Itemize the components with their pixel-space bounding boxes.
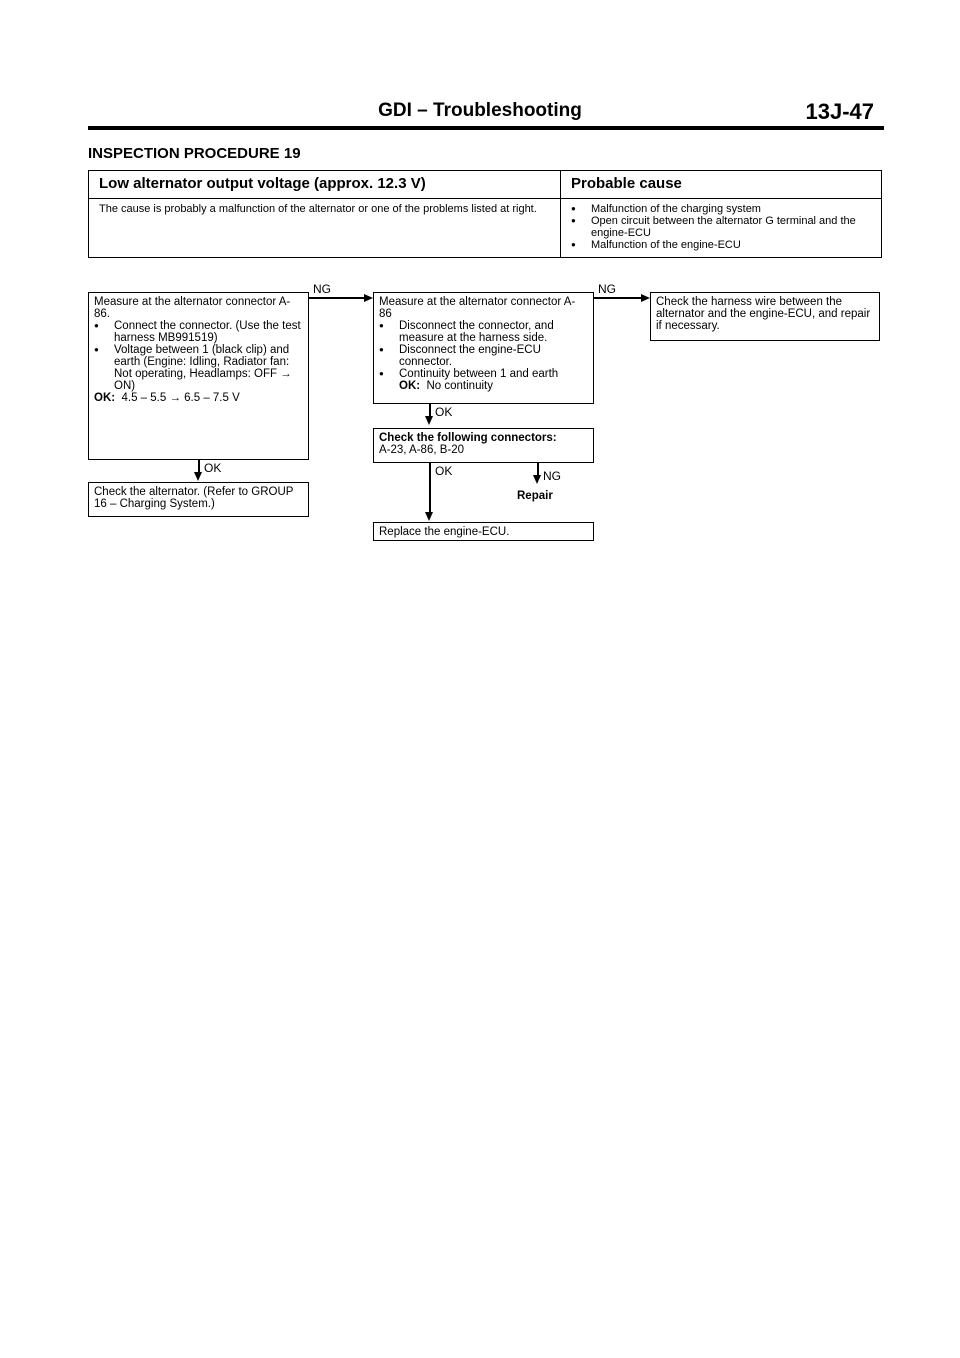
step1-ok-criteria <box>94 392 303 404</box>
step2-box <box>373 292 594 404</box>
arrow-down-icon <box>425 416 433 425</box>
step3-heading: Check the following connectors: <box>379 432 557 444</box>
ok-label: OK: <box>94 392 116 404</box>
arrow-right-icon <box>364 294 373 302</box>
arrow-down-icon <box>533 475 541 484</box>
arrow-right-icon <box>641 294 650 302</box>
probable-cause-list <box>561 199 881 257</box>
symptom-heading: Low alternator output voltage (approx. 12.3 V) <box>89 171 561 199</box>
connector-line <box>309 297 366 299</box>
header-rule <box>88 126 884 130</box>
connector-line <box>594 297 643 299</box>
step3-connectors: A-23, A-86, B-20 <box>379 444 465 456</box>
ok-label: OK <box>435 464 453 478</box>
connector-line <box>198 460 200 472</box>
step2-ok-criteria <box>379 380 588 392</box>
step2-intro: Measure at the alternator connector A-86 <box>379 296 576 320</box>
step1-bullet: ● Voltage between 1 (black clip) and earth (Engine: Idling, Radiator fan: Not operating, Headlamps: OFF → ON) <box>94 344 303 392</box>
step1-bullet: ● Connect the connector. (Use the test harness MB991519) <box>94 320 303 344</box>
step1-intro: Measure at the alternator connector A-86. <box>94 296 291 320</box>
repair-label: Repair <box>517 490 553 502</box>
ok-value: No continuity <box>426 380 493 392</box>
cause-item: ● Malfunction of the charging system <box>571 203 871 215</box>
ok-label: OK: <box>399 380 421 392</box>
step2-bullet: ● Disconnect the connector, and measure at the harness side. <box>379 320 588 344</box>
check-alternator-box: Check the alternator. (Refer to GROUP 16 – Charging System.) <box>88 482 309 517</box>
harness-check-box: Check the harness wire between the alternator and the engine-ECU, and repair if necessary. <box>650 292 880 341</box>
step2-bullet: ● Disconnect the engine-ECU connector. <box>379 344 588 368</box>
step2-bullet: ● Continuity between 1 and earth <box>379 368 588 380</box>
replace-ecu-box: Replace the engine-ECU. <box>373 522 594 541</box>
ok-label: OK <box>435 405 453 419</box>
arrow-down-icon <box>194 472 202 481</box>
page-number: 13J-47 <box>805 99 874 124</box>
page-header-title: GDI – Troubleshooting <box>378 100 582 121</box>
ng-label: NG <box>598 282 616 296</box>
ng-label: NG <box>543 469 561 483</box>
ok-label: OK <box>204 461 222 475</box>
symptom-description: The cause is probably a malfunction of the alternator or one of the problems listed at right. <box>89 199 561 257</box>
cause-item: ● Malfunction of the engine-ECU <box>571 239 871 251</box>
connector-line <box>537 463 539 475</box>
connector-line <box>429 404 431 416</box>
probable-cause-heading: Probable cause <box>561 171 881 199</box>
ok-value: 4.5 – 5.5 → 6.5 – 7.5 V <box>121 392 240 404</box>
step1-box <box>88 292 309 460</box>
connector-line <box>429 463 431 513</box>
cause-item: ● Open circuit between the alternator G terminal and the engine-ECU <box>571 215 871 239</box>
cause-table <box>88 170 882 258</box>
arrow-down-icon <box>425 512 433 521</box>
ng-label: NG <box>313 282 331 296</box>
step3-box <box>373 428 594 463</box>
procedure-title: INSPECTION PROCEDURE 19 <box>88 145 301 162</box>
